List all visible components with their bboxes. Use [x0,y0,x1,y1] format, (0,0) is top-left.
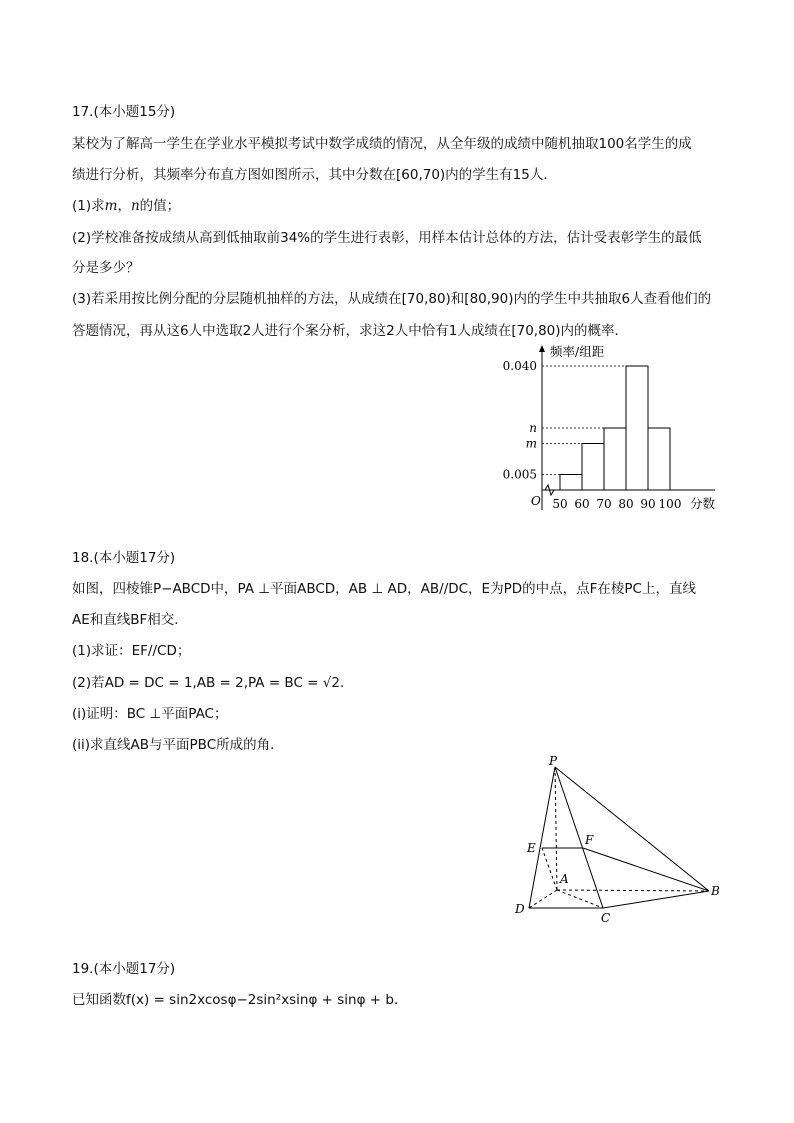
edge-PA [555,767,557,890]
x-tick-label: 80 [618,497,634,511]
segment-FB [583,848,709,891]
histogram-bar [582,444,604,491]
q17-part2-line1: (2)学校准备按成绩从高到低抽取前34%的学生进行表彰，用样本估计总体的方法，估计受表彰学生的最低 [72,230,702,246]
q18-part1: (1)求证：EF//CD； [72,643,191,659]
x-tick-label: 100 [658,497,682,511]
y-axis-arrow [539,345,545,352]
label-D: D [515,902,525,916]
x-tick-label: 90 [640,497,656,511]
histogram-bar [626,366,648,490]
q19-stem: 已知函数f(x) = sin2xcosφ−2sin²xsinφ + sinφ + b． [72,992,408,1008]
origin-label: O [531,494,541,508]
label-A: A [560,872,569,886]
edge-PB [555,767,709,891]
q17-part3-line1: (3)若采用按比例分配的分层随机抽样的方法，从成绩在[70,80)和[80,90)内的学生中共抽取6人查看他们的 [72,291,712,307]
x-axis-label: 分数 [690,496,716,511]
y-tick-label: 0.040 [502,359,537,373]
q18-part2-ii: (ii)求直线AB与平面PBC所成的角． [72,737,284,753]
edge-PC [555,767,603,908]
segment-AE [542,848,557,890]
edge-PD [529,767,555,908]
q17-part1-n: n [130,198,140,214]
q17-stem-line1: 某校为了解高一学生在学业水平模拟考试中数学成绩的情况，从全年级的成绩中随机抽取100名学生的成 [72,136,692,152]
y-tick-label: 0.005 [502,467,537,482]
label-E: E [527,841,536,855]
y-tick-label: m [525,436,537,451]
q18-part2: (2)若AD = DC = 1,AB = 2,PA = BC = √2． [72,675,354,691]
q19-header: 19.(本小题17分) [72,961,176,977]
q17-part1 [72,197,180,215]
histogram-bar [560,475,582,491]
segment-AC [557,890,603,908]
edge-CB [603,891,709,908]
edge-AD [529,890,557,908]
histogram-bar [604,428,626,490]
y-axis-label: 频率/组距 [550,344,605,359]
label-B: B [711,884,720,898]
q17-part2-line2: 分是多少？ [72,260,140,276]
y-tick-label: n [529,421,537,435]
pyramid-figure [505,755,735,935]
histogram-bar [648,428,670,490]
q17-part1-suffix: 的值； [139,198,181,214]
x-tick-label: 60 [574,497,590,511]
q17-part1-sep: ， [117,198,131,214]
frequency-histogram [495,340,735,520]
x-tick-label: 50 [552,497,568,511]
x-tick-label: 70 [596,497,612,511]
edge-AB [557,890,709,891]
q18-stem-line2: AE和直线BF相交． [72,612,188,628]
q18-header: 18.(本小题17分) [72,550,176,566]
q18-part2-i: (i)证明：BC ⊥平面PAC； [72,706,228,722]
q17-part3-line2: 答题情况，再从这6人中选取2人进行个案分析，求这2人中恰有1人成绩在[70,80)内的概率． [72,323,629,339]
q17-stem-line2: 绩进行分析，其频率分布直方图如图所示，其中分数在[60,70)内的学生有15人． [72,167,557,183]
q17-part1-m: m [104,198,118,214]
label-P: P [549,755,558,768]
label-F: F [585,833,594,847]
q18-stem-line1: 如图，四棱锥P−ABCD中，PA ⊥平面ABCD，AB ⊥ AD，AB//DC，E为PD的中点，点F在棱PC上，直线 [72,581,696,597]
q17-part1-prefix: (1)求 [72,198,105,214]
q17-header: 17.(本小题15分) [72,104,176,120]
label-C: C [601,911,611,925]
